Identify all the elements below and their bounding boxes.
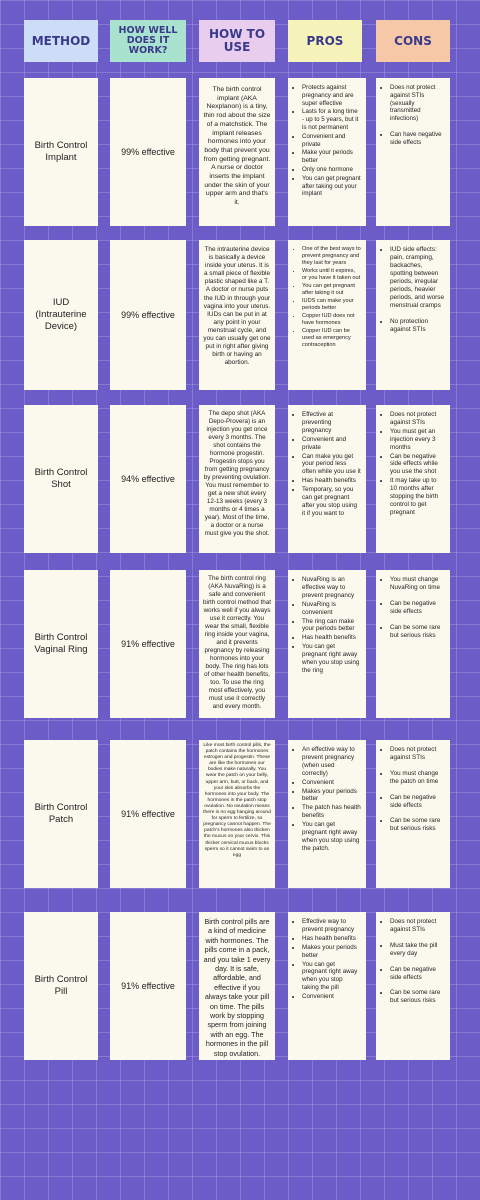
list-item: • You can get pregnant right away when you stop taking the pill (302, 961, 361, 993)
list-item: • Protects against pregnancy and are super effective (302, 84, 361, 107)
list-item: • You must change the patch on time (390, 770, 445, 786)
method-label: IUD (Intrauterine Device) (35, 297, 87, 332)
list-item: • IUD side effects: pain, cramping, backaches, spotting between periods, irregular periods, heavier periods, and worse menstrual cramps (390, 246, 445, 310)
list-item: • Convenient (302, 779, 361, 787)
list-item: • Does not protect against STIs (sexually transmitted infections) (390, 84, 445, 123)
list-item: • Makes your periods better (302, 788, 361, 804)
method-cell (24, 240, 98, 390)
list-item: • Can have negative side effects (390, 131, 445, 147)
list-item: • Does not protect against STIs (390, 746, 445, 762)
cons-cell (376, 78, 450, 226)
list-item: • No protection against STIs (390, 318, 445, 334)
how-cell: Like most birth control pills, the patch contains the hormones estrogen and progestin. These are like the hormones our bodies make naturally. You wear the patch on your belly, upper arm, butt, or back, and your skin absorbs the hormones into your body. The hormones in the patch stop ovulation. No ovulation means there is no egg hanging around for sperm to fertilize, so pregnancy cannot happen. The patch's hormones also thicken the mucus on your cervix. This thicker cervical mucus blocks sperm so it cannot swim to an egg (199, 740, 275, 888)
list-item: • Convenient (302, 993, 361, 1001)
list-item: • Does not protect against STIs (390, 411, 445, 427)
list-item: • One of the best ways to prevent pregnancy and they last for years (302, 246, 361, 267)
list-item: • It may take up to 10 months after stopping the birth control to get pregnant (390, 477, 445, 517)
pros-cell (288, 240, 366, 390)
effectiveness-label: 99% effective (121, 310, 175, 320)
list-item: • The ring can make your periods better (302, 618, 361, 634)
how-cell: The depo shot (AKA Depo-Provera) is an injection you get once every 3 months. The shot contains the hormone progestin. Progestin stops you from getting pregnancy by preventing ovulation. You must remember to get a new shot every 12-13 weeks (every 3 months or 4 times a year). Most of the time, a doctor or a nurse must give you the shot. (199, 405, 275, 553)
method-label: Birth Control Pill (34, 974, 88, 997)
effectiveness-cell (110, 240, 186, 390)
cons-cell (376, 912, 450, 1060)
list-item: • Can make you get your period less often while you use it (302, 453, 361, 477)
list-item: • Only one hormone (302, 166, 361, 174)
pros-list (293, 84, 361, 198)
header-how-to-use: HOW TO USE (199, 20, 275, 62)
cons-list (381, 576, 445, 639)
effectiveness-cell (110, 740, 186, 888)
effectiveness-label: 91% effective (121, 981, 175, 991)
pros-list (293, 411, 361, 518)
method-cell (24, 78, 98, 226)
list-item: • NuvaRing is an effective way to prevent pregnancy (302, 576, 361, 600)
method-label: Birth Control Patch (34, 802, 88, 825)
list-item: • Can be negative side effects (390, 600, 445, 616)
effectiveness-label: 94% effective (121, 474, 175, 484)
effectiveness-label: 91% effective (121, 809, 175, 819)
method-cell (24, 912, 98, 1060)
effectiveness-cell (110, 570, 186, 718)
how-cell: The birth control implant (AKA Nexplanon) is a tiny, thin rod about the size of a matchstick. The implant releases hormones into your body that prevent you from getting pregnant. A nurse or doctor inserts the implant under the skin of your upper arm and that's it. (199, 78, 275, 226)
list-item: • Can be some rare but serious risks (390, 624, 445, 640)
pros-cell (288, 570, 366, 718)
list-item: • Lasts for a long time - up to 5 years, but it is not permanent (302, 108, 361, 131)
list-item: • Must take the pill every day (390, 942, 445, 958)
method-label: Birth Control Shot (34, 467, 88, 490)
list-item: • Effective way to prevent pregnancy (302, 918, 361, 934)
effectiveness-label: 91% effective (121, 639, 175, 649)
header-cons: CONS (376, 20, 450, 62)
pros-cell (288, 78, 366, 226)
pros-cell (288, 740, 366, 888)
effectiveness-cell (110, 78, 186, 226)
list-item: • Can be negative side effects while you use the shot (390, 453, 445, 477)
pros-list (293, 576, 361, 675)
list-item: • Copper IUD does not have hormones (302, 313, 361, 327)
pros-list (293, 918, 361, 1001)
list-item: • Has health benefits (302, 935, 361, 943)
effectiveness-cell (110, 912, 186, 1060)
list-item: • Effective at preventing pregnancy (302, 411, 361, 435)
cons-cell (376, 405, 450, 553)
cons-list (381, 411, 445, 517)
list-item: • Make your periods better (302, 149, 361, 165)
list-item: • Does not protect against STIs (390, 918, 445, 934)
effectiveness-cell (110, 405, 186, 553)
method-cell (24, 405, 98, 553)
list-item: • You must change NuvaRing on time (390, 576, 445, 592)
method-label: Birth Control Vaginal Ring (34, 632, 88, 655)
list-item: • Can be some rare but serious risks (390, 817, 445, 833)
method-cell (24, 740, 98, 888)
list-item: • NuvaRing is convenient (302, 601, 361, 617)
pros-cell (288, 912, 366, 1060)
header-method: METHOD (24, 20, 98, 62)
list-item: • Makes your periods better (302, 944, 361, 960)
list-item: • You can get pregnant right away when you stop using the ring (302, 643, 361, 675)
list-item: • An effective way to prevent pregnancy (when used correctly) (302, 746, 361, 778)
list-item: • Temporary, so you can get pregnant after you stop using it if you want to (302, 486, 361, 518)
cons-cell (376, 570, 450, 718)
list-item: • Works until it expires, or you have it taken out (302, 268, 361, 282)
list-item: • You can get pregnant right away when you stop using the patch. (302, 821, 361, 853)
how-cell: The intrauterine device is basically a device inside your uterus. It is a small piece of flexible plastic shaped like a T. A doctor or nurse puts the IUD in through your vagina into your uterus. IUDs can be put in at any point in your menstrual cycle, and you can usually get one put in right after giving birth or having an abortion. (199, 240, 275, 390)
cons-list (381, 84, 445, 147)
pros-list (293, 746, 361, 853)
cons-list (381, 746, 445, 833)
list-item: • Copper IUD can be used as emergency contraception (302, 328, 361, 349)
list-item: • You can get pregnant after taking it out (302, 283, 361, 297)
list-item: • Convenient and private (302, 133, 361, 149)
list-item: • The patch has health benefits (302, 804, 361, 820)
list-item: • Convenient and private (302, 436, 361, 452)
list-item: • Has health benefits (302, 634, 361, 642)
list-item: • You must get an injection every 3 months (390, 428, 445, 452)
method-cell (24, 570, 98, 718)
header-effectiveness: HOW WELL DOES IT WORK? (110, 20, 186, 62)
cons-cell (376, 240, 450, 390)
list-item: • Has health benefits (302, 477, 361, 485)
list-item: • Can be negative side effects (390, 794, 445, 810)
header-pros: PROS (288, 20, 362, 62)
pros-list (293, 246, 361, 349)
cons-list (381, 918, 445, 1005)
cons-list (381, 246, 445, 334)
list-item: • IUDS can make your periods better (302, 298, 361, 312)
how-cell: Birth control pills are a kind of medicine with hormones. The pills come in a pack, and you take 1 every day. It is safe, affordable, and effective if you always take your pill on time. The pills work by stopping sperm from joining with an egg. The hormones in the pill stop ovulation. (199, 912, 275, 1060)
list-item: • You can get pregnant after taking out your implant (302, 175, 361, 198)
pros-cell (288, 405, 366, 553)
list-item: • Can be some rare but serious risks (390, 989, 445, 1005)
list-item: • Can be negative side effects (390, 966, 445, 982)
method-label: Birth Control Implant (34, 140, 88, 163)
how-cell: The birth control ring (AKA NuvaRing) is a safe and convenient birth control method that works well if you always use it correctly. You wear the small, flexible ring inside your vagina, and it prevents pregnancy by releasing hormones into your body. The ring has lots of other health benefits, too. To use the ring most effectively, you must use it correctly and every month. (199, 570, 275, 718)
cons-cell (376, 740, 450, 888)
effectiveness-label: 99% effective (121, 147, 175, 157)
